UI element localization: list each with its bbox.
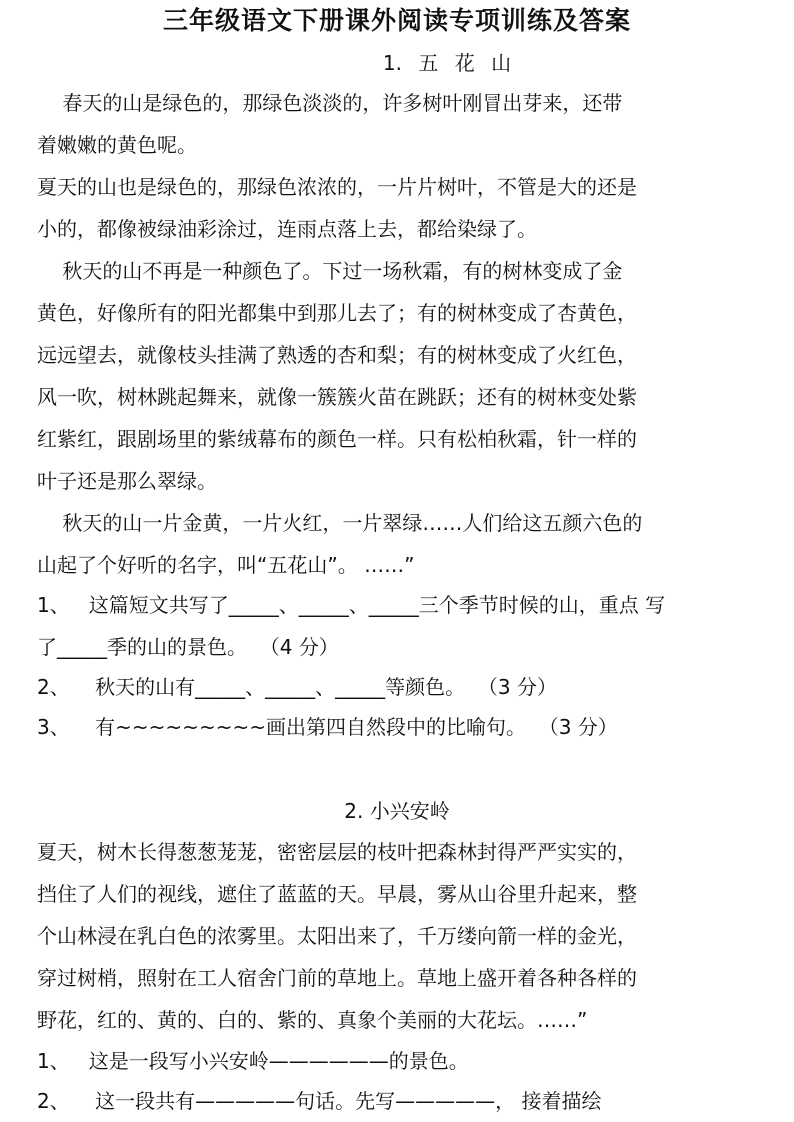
passage-2-line: 个山林浸在乳白色的浓雾里。太阳出来了，千万缕向箭一样的金光， [37, 924, 637, 948]
passage-1-line: 山起了个好听的名字，叫“五花山”。 ……” [37, 553, 415, 577]
passage-2-line: 夏天，树木长得葱葱茏茏，密密层层的枝叶把森林封得严严实实的， [37, 840, 637, 864]
question-1-line: 1、 这篇短文共写了_____、_____、_____三个季节时候的山，重点 写 [37, 593, 666, 617]
section-2-heading: 2. 小兴安岭 [344, 799, 450, 823]
passage-1-line: 风一吹，树林跳起舞来，就像一簇簇火苗在跳跃；还有的树林变处紫 [37, 385, 637, 409]
question-2-1-line: 1、 这是一段写小兴安岭——————的景色。 [37, 1049, 469, 1073]
passage-1-line: 叶子还是那么翠绿。 [37, 469, 217, 493]
question-2-2-line: 2、 这一段共有—————句话。先写—————， 接着描绘 [37, 1089, 602, 1113]
question-2-line: 2、 秋天的山有_____、_____、_____等颜色。 （3 分） [37, 675, 557, 699]
passage-2-line: 野花，红的、黄的、白的、紫的、真象个美丽的大花坛。……” [37, 1008, 588, 1032]
passage-1-line: 秋天的山不再是一种颜色了。下过一场秋霜，有的树林变成了金 [37, 259, 623, 283]
passage-2-line: 挡住了人们的视线，遮住了蓝蓝的天。早晨，雾从山谷里升起来，整 [37, 882, 637, 906]
passage-1-line: 春天的山是绿色的，那绿色淡淡的，许多树叶刚冒出芽来，还带 [37, 91, 623, 115]
section-1-heading: 1. 五 花 山 [382, 51, 512, 75]
document-title: 三年级语文下册课外阅读专项训练及答案 [162, 6, 631, 35]
passage-1-line: 秋天的山一片金黄，一片火红，一片翠绿……人们给这五颜六色的 [37, 511, 643, 535]
passage-1-line: 着嫩嫩的黄色呢。 [37, 133, 197, 157]
passage-1-line: 夏天的山也是绿色的，那绿色浓浓的，一片片树叶，不管是大的还是 [37, 175, 637, 199]
question-1-line: 了_____季的山的景色。 （4 分） [37, 635, 339, 659]
passage-1-line: 远远望去，就像枝头挂满了熟透的杏和梨；有的树林变成了火红色， [37, 343, 637, 367]
passage-1-line: 小的，都像被绿油彩涂过，连雨点落上去，都给染绿了。 [37, 217, 537, 241]
passage-2-line: 穿过树梢，照射在工人宿舍门前的草地上。草地上盛开着各种各样的 [37, 966, 637, 990]
question-3-line: 3、 有~~~~~~~~~画出第四自然段中的比喻句。 （3 分） [37, 715, 618, 739]
passage-1-line: 黄色，好像所有的阳光都集中到那儿去了；有的树林变成了杏黄色， [37, 301, 637, 325]
passage-1-line: 红紫红，跟剧场里的紫绒幕布的颜色一样。只有松柏秋霜，针一样的 [37, 427, 637, 451]
